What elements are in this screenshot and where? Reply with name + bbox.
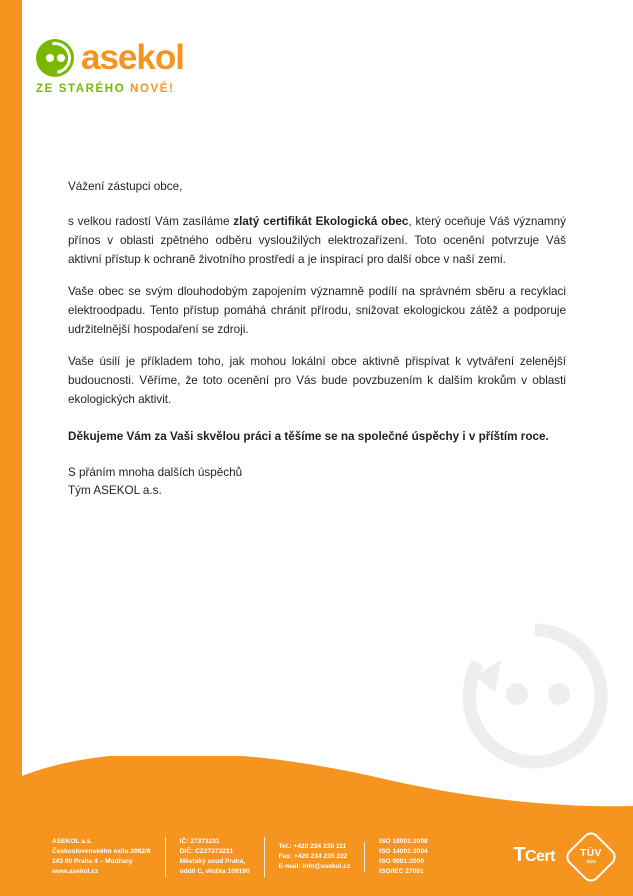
footer-fax: Fax: +420 234 235 222 [278,852,348,860]
footer-city: 143 00 Praha 4 – Modřany [52,858,133,865]
tcert-logo-t: T [513,843,525,866]
tuv-sud-logo-inner [580,849,602,865]
tcert-logo [513,845,555,870]
tuv-sud-logo [563,829,620,886]
footer-street: Československého exilu 2062/8 [52,847,151,855]
letter-paragraph-3: Vaše úsilí je příkladem toho, jak mohou lokální obce aktivně přispívat k vytváření zelenější budoucnosti. Věříme, že toto ocenění pro Vás bude povzbuzením k dalším krokům v oblasti ekologických aktivit. [68,354,566,406]
footer-column-registration [180,837,265,878]
footer-company-name: ASEKOL a.s. [52,837,93,845]
tuv-logo-sub: SÜD [586,859,596,865]
footer-content [0,818,633,896]
logo-eye-left-icon [46,54,54,62]
footer-iso-18001: ISO 18001:2008 [379,837,428,845]
logo-tagline-highlight: NOVÉ! [130,83,175,95]
footer-column-address [52,837,166,878]
recycle-arrow-icon [33,36,78,81]
logo-eye-right-icon [57,54,65,62]
left-orange-bar [0,0,22,896]
footer-phone: Tel.: +420 234 235 111 [278,842,347,850]
logo-tagline-prefix: ZE STARÉHO [36,83,131,95]
letter-signoff [68,464,566,499]
letter-p1-after: , který oceňuje Váš významný přínos v oblasti zpětného odběru vysloužilých elektrozařízení. Toto ocenění potvrzuje Váš aktivní přístup k ochraně životního prostředí a je inspirací pro další obce v naší zemi. [68,214,566,266]
letter-paragraph-thanks: Děkujeme Vám za Vaši skvělou práci a těšíme se na společné úspěchy i v příštím roce. [68,429,549,443]
footer-ico: IČ: 27373231 [179,837,220,845]
footer-column-contact [279,842,366,873]
footer-iso-9001: ISO 9001:2000 [379,858,424,865]
footer-dic: DIČ: CZ27373231 [179,847,234,855]
footer-court-line-2: oddíl C, vložka 109190 [179,868,250,876]
letter-p1-bold: zlatý certifikát Ekologická obec [233,214,409,228]
logo-row [36,38,256,78]
letter-p1-before: s velkou radostí Vám zasíláme [68,214,234,228]
footer-iso-27001: ISO/IEC 27001 [379,868,424,876]
letter-paragraph-1 [68,213,566,270]
watermark-recycle-face-icon [455,616,615,776]
letter-paragraph-2: Vaše obec se svým dlouhodobým zapojením významně podílí na správném sběru a recyklaci elektroodpadu. Tento přístup pomáhá chránit přírodu, snižovat ekologickou zátěž a podporuje udržitelnější hospodaření se zdroji. [68,284,566,336]
signoff-line-2: Tým ASEKOL a.s. [68,484,162,498]
footer-court-line-1: Městský soud Praha, [179,858,246,865]
letter-salutation: Vážení zástupci obce, [68,180,183,193]
footer-column-certifications [379,837,441,878]
footer-iso-14001: ISO 14001:2004 [379,847,428,855]
tcert-logo-rest: Cert [524,847,555,865]
tuv-logo-main: TÜV [580,848,602,860]
signoff-line-1: S přáním mnoha dalších úspěchů [68,466,243,480]
footer-website[interactable]: www.asekol.cz [52,868,99,876]
logo-tagline [36,83,256,95]
footer-email[interactable]: E-mail: info@asekol.cz [278,863,351,871]
asekol-recycle-face-logo-icon [36,39,74,77]
asekol-logo [36,38,256,104]
logo-wordmark: asekol [81,38,184,77]
footer-certification-logos [513,837,611,877]
letter-body [68,178,566,500]
